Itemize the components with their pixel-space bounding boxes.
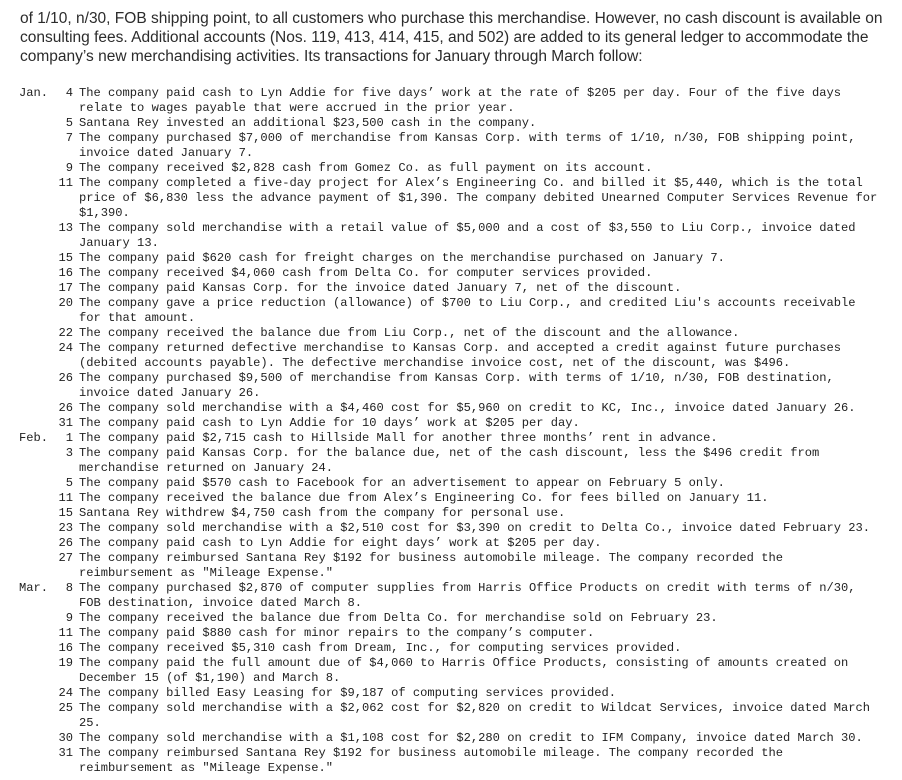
month-label: Mar. [19,581,49,595]
transaction-row [0,626,902,641]
transaction-description: The company paid cash to Lyn Addie for eight days’ work at $205 per day. [79,536,602,550]
transaction-description: Santana Rey invested an additional $23,500 cash in the company. [79,116,537,130]
transaction-day: 16 [58,641,73,655]
transaction-row [0,581,902,611]
transaction-day: 31 [58,746,73,760]
transaction-description: The company sold merchandise with a $2,510 cost for $3,390 on credit to Delta Co., invoice dated February 23. [79,521,871,535]
transaction-row [0,686,902,701]
transaction-row [0,401,902,416]
transaction-day: 20 [58,296,73,310]
transaction-row [0,131,902,161]
transaction-description: The company paid the full amount due of $4,060 to Harris Office Products, consisting of amounts created on December 15 (of $1,190) and March 8. [79,656,849,685]
transaction-row [0,491,902,506]
transaction-description: The company received the balance due from Liu Corp., net of the discount and the allowance. [79,326,740,340]
transaction-row [0,371,902,401]
transaction-row [0,446,902,476]
transaction-row [0,221,902,251]
transaction-day: 11 [58,176,73,190]
transaction-day: 27 [58,551,73,565]
transaction-row [0,176,902,221]
intro-paragraph: of 1/10, n/30, FOB shipping point, to all customers who purchase this merchandise. However, no cash discount is available on consulting fees. Additional accounts (Nos. 119, 413, 414, 415, and 502) are added to its general ledger to accommodate the company’s new merchandising activities. Its transactions for January through March follow: [20,10,883,65]
transaction-description: The company paid Kansas Corp. for the invoice dated January 7, net of the discount. [79,281,682,295]
transaction-row [0,536,902,551]
transaction-description: The company reimbursed Santana Rey $192 for business automobile mileage. The company recorded the reimbursement as "Mileage Expense." [79,551,783,580]
transaction-day: 13 [58,221,73,235]
transaction-description: The company gave a price reduction (allowance) of $700 to Liu Corp., and credited Liu's accounts receivable for that amount. [79,296,856,325]
transaction-description: The company returned defective merchandise to Kansas Corp. and accepted a credit against future purchases (debited accounts payable). The defective merchandise invoice cost, net of the discount, was $496. [79,341,842,370]
transaction-description: The company purchased $2,870 of computer supplies from Harris Office Products on credit with terms of n/30, FOB destination, invoice dated March 8. [79,581,856,610]
transaction-row [0,161,902,176]
transaction-day: 15 [58,506,73,520]
transaction-row [0,521,902,536]
transaction-day: 26 [58,536,73,550]
transaction-description: The company received the balance due from Alex’s Engineering Co. for fees billed on January 11. [79,491,769,505]
transaction-row [0,551,902,581]
transaction-row [0,416,902,431]
transaction-day: 25 [58,701,73,715]
transaction-day: 26 [58,401,73,415]
transaction-row [0,431,902,446]
transaction-description: The company paid Kansas Corp. for the balance due, net of the cash discount, less the $496 credit from merchandise returned on January 24. [79,446,820,475]
transaction-description: The company paid $570 cash to Facebook for an advertisement to appear on February 5 only. [79,476,725,490]
transaction-day: 22 [58,326,73,340]
transaction-row [0,746,902,776]
transaction-description: The company received $4,060 cash from Delta Co. for computer services provided. [79,266,653,280]
month-label: Jan. [19,86,49,100]
transaction-row [0,701,902,731]
transaction-day: 11 [58,626,73,640]
transaction-day: 11 [58,491,73,505]
transaction-day: 24 [58,341,73,355]
transaction-description: The company received the balance due from Delta Co. for merchandise sold on February 23. [79,611,718,625]
transaction-day: 5 [65,476,73,490]
transaction-row [0,641,902,656]
transaction-row [0,296,902,326]
transaction-description: The company paid $2,715 cash to Hillside Mall for another three months’ rent in advance. [79,431,718,445]
transaction-description: The company received $5,310 cash from Dream, Inc., for computing services provided. [79,641,682,655]
transaction-day: 7 [65,131,73,145]
transaction-day: 8 [65,581,73,595]
month-label: Feb. [19,431,49,445]
transaction-description: The company billed Easy Leasing for $9,187 of computing services provided. [79,686,617,700]
transaction-description: The company paid cash to Lyn Addie for 10 days’ work at $205 per day. [79,416,580,430]
transaction-description: The company completed a five-day project for Alex’s Engineering Co. and billed it $5,440, which is the total price of $6,830 less the advance payment of $1,390. The company debited Unearned Computer Services Revenue for $1,390. [79,176,878,220]
transaction-row [0,86,902,116]
transaction-day: 15 [58,251,73,265]
transaction-day: 24 [58,686,73,700]
transaction-day: 1 [65,431,73,445]
transaction-description: The company sold merchandise with a $2,062 cost for $2,820 on credit to Wildcat Services, invoice dated March 25. [79,701,871,730]
transaction-day: 9 [65,161,73,175]
transaction-day: 5 [65,116,73,130]
transaction-day: 4 [65,86,73,100]
transaction-row [0,611,902,626]
transaction-description: The company purchased $9,500 of merchandise from Kansas Corp. with terms of 1/10, n/30, FOB destination, invoice dated January 26. [79,371,834,400]
transaction-row [0,116,902,131]
transaction-description: The company received $2,828 cash from Gomez Co. as full payment on its account. [79,161,653,175]
transaction-day: 16 [58,266,73,280]
transaction-day: 23 [58,521,73,535]
transaction-day: 30 [58,731,73,745]
transaction-description: The company sold merchandise with a $1,108 cost for $2,280 on credit to IFM Company, invoice dated March 30. [79,731,863,745]
transaction-day: 3 [65,446,73,460]
transaction-description: The company reimbursed Santana Rey $192 for business automobile mileage. The company recorded the reimbursement as "Mileage Expense." [79,746,783,775]
transaction-row [0,326,902,341]
transaction-day: 19 [58,656,73,670]
transaction-row [0,281,902,296]
transaction-description: The company paid $880 cash for minor repairs to the company’s computer. [79,626,595,640]
transaction-day: 31 [58,416,73,430]
transaction-row [0,266,902,281]
transaction-row [0,341,902,371]
transaction-day: 26 [58,371,73,385]
transaction-row [0,506,902,521]
transaction-row [0,476,902,491]
transaction-description: The company sold merchandise with a $4,460 cost for $5,960 on credit to KC, Inc., invoice dated January 26. [79,401,856,415]
transaction-day: 9 [65,611,73,625]
transaction-row [0,656,902,686]
transaction-description: The company sold merchandise with a retail value of $5,000 and a cost of $3,550 to Liu Corp., invoice dated January 13. [79,221,856,250]
transaction-description: The company purchased $7,000 of merchandise from Kansas Corp. with terms of 1/10, n/30, FOB shipping point, invoice dated January 7. [79,131,856,160]
transaction-description: The company paid $620 cash for freight charges on the merchandise purchased on January 7. [79,251,725,265]
transaction-description: Santana Rey withdrew $4,750 cash from the company for personal use. [79,506,566,520]
transaction-row [0,731,902,746]
transaction-day: 17 [58,281,73,295]
transaction-list [0,86,902,776]
transaction-row [0,251,902,266]
transaction-description: The company paid cash to Lyn Addie for five days’ work at the rate of $205 per day. Four of the five days relate to wages payable that were accrued in the prior year. [79,86,842,115]
